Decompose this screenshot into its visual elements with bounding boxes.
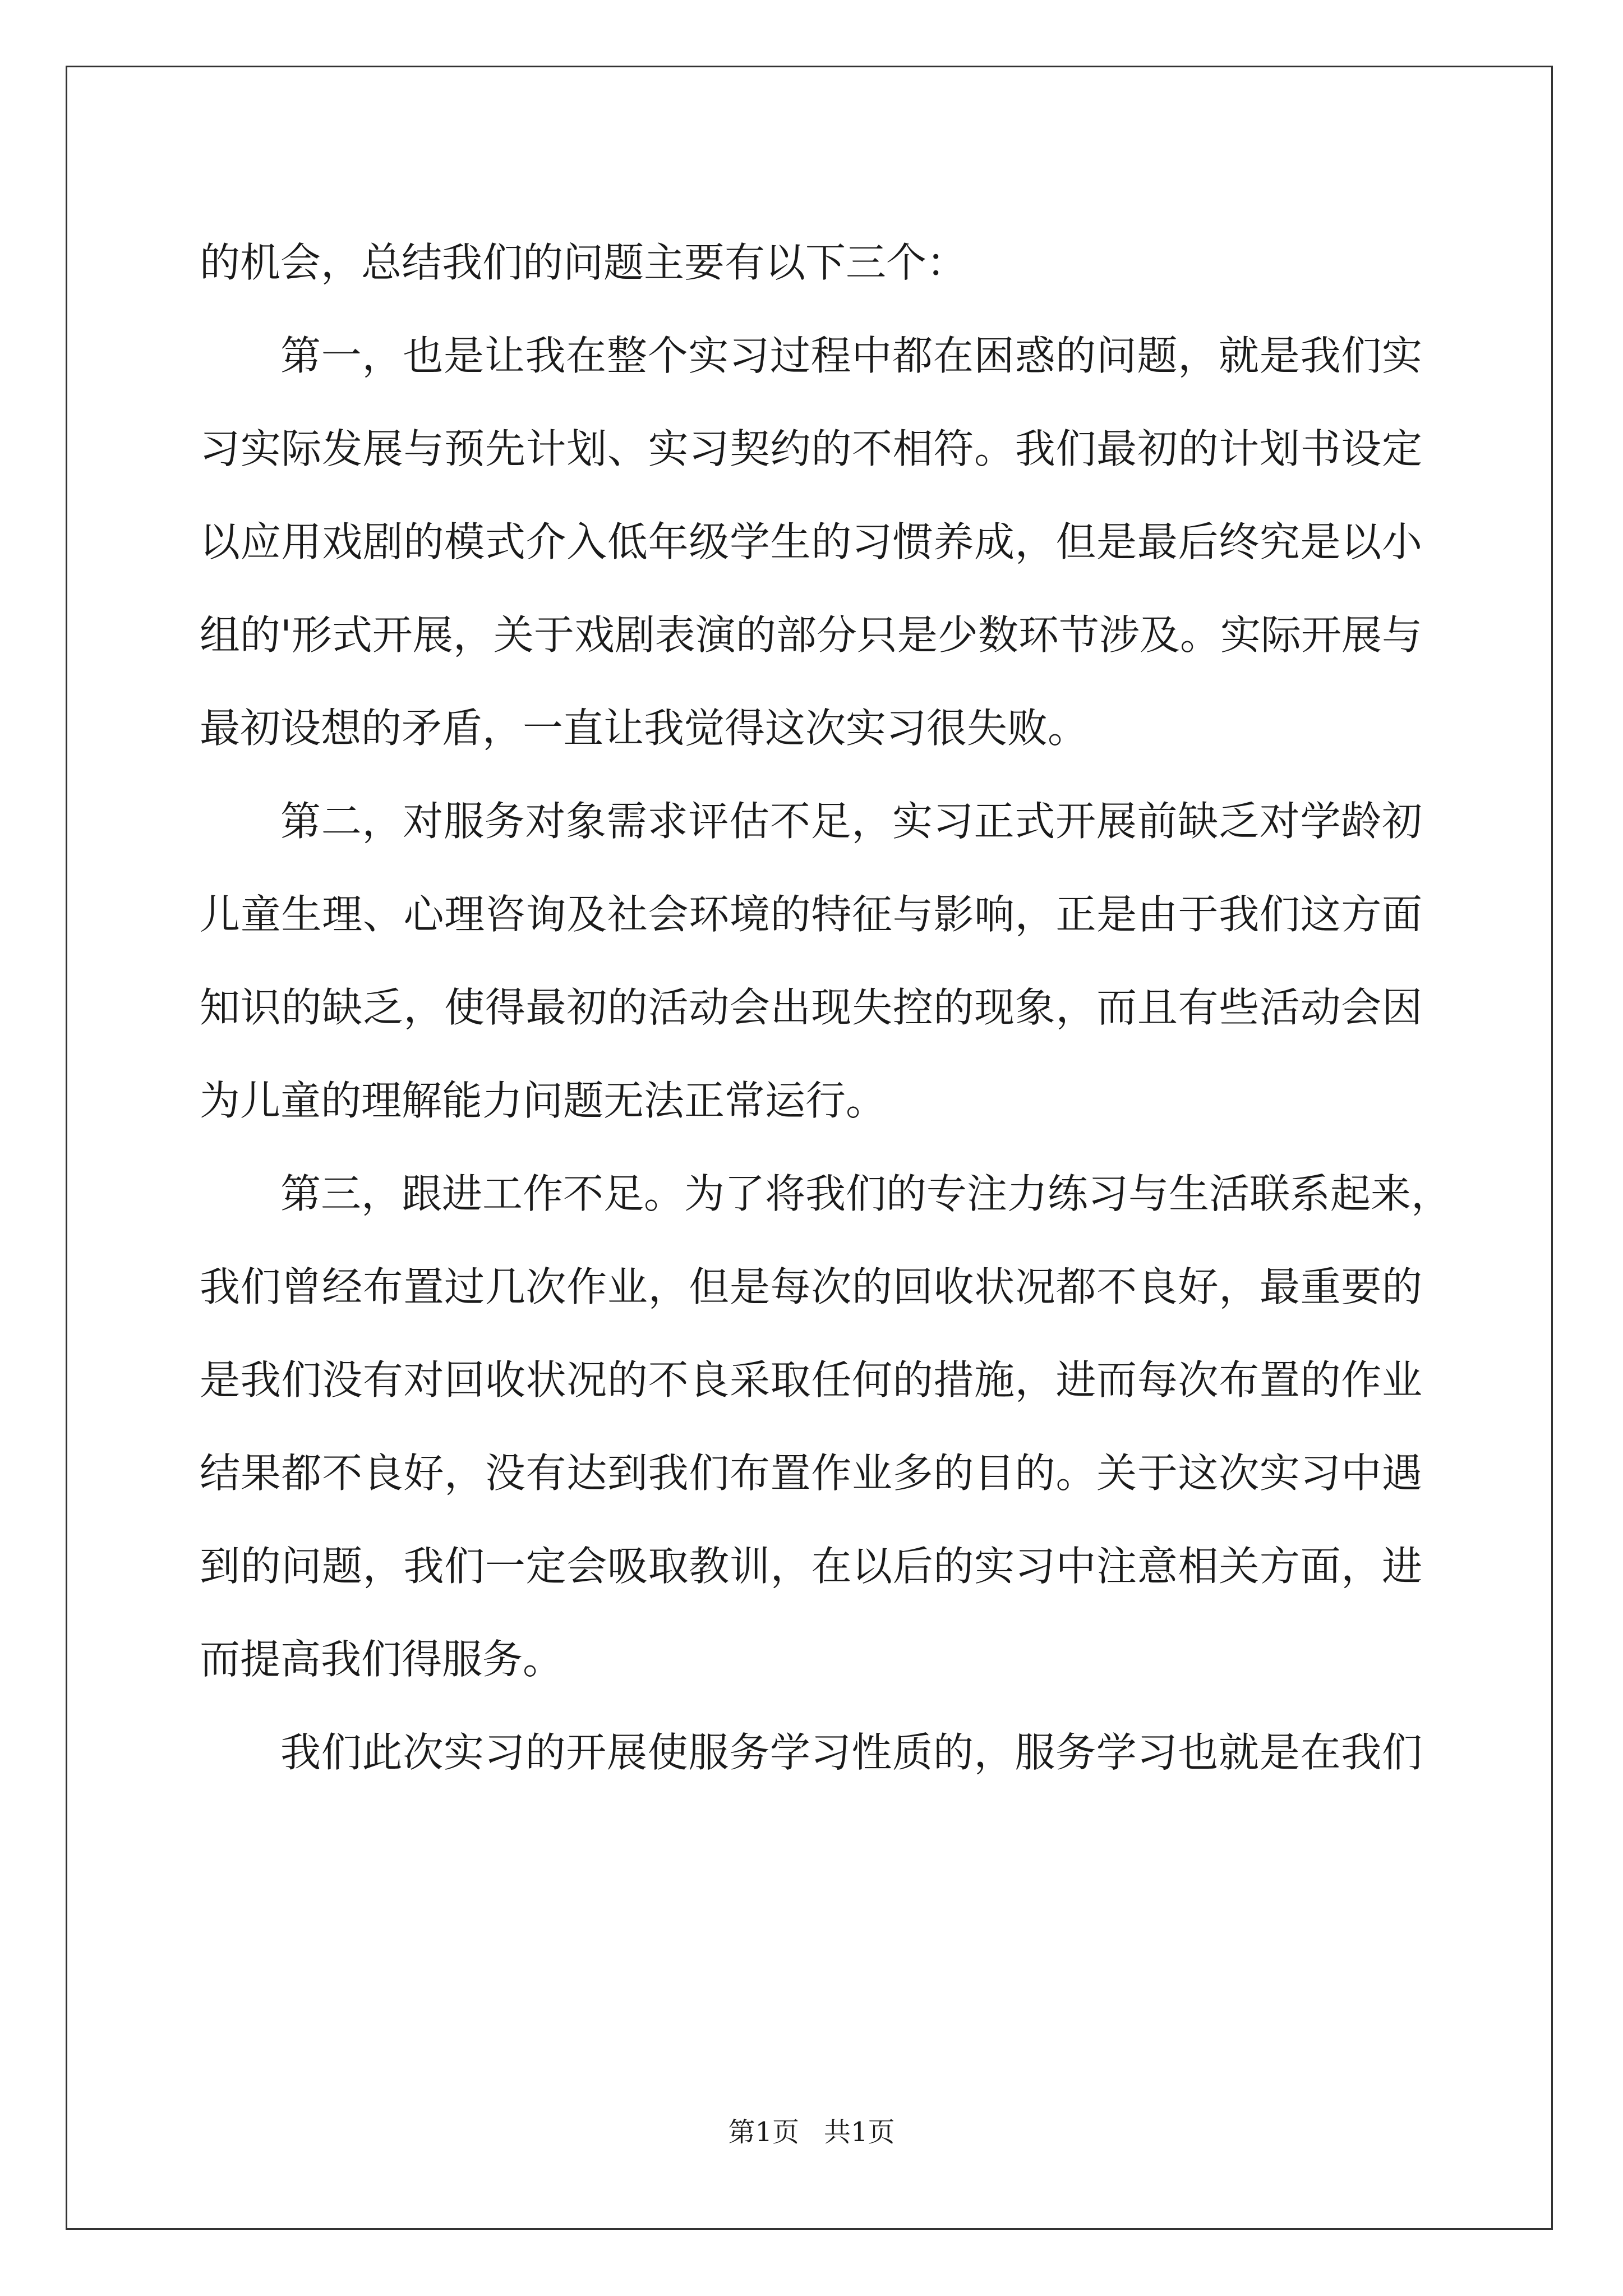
- text-line: 第一，也是让我在整个实习过程中都在困惑的问题，就是我们实: [280, 332, 1422, 379]
- text-line: 知识的缺乏，使得最初的活动会出现失控的现象，而且有些活动会因: [200, 984, 1422, 1031]
- text-line: 组的'形式开展，关于戏剧表演的部分只是少数环节涉及。实际开展与: [200, 611, 1422, 659]
- page-number-current: 第1页: [728, 2116, 799, 2148]
- text-line: 结果都不良好，没有达到我们布置作业多的目的。关于这次实习中遇: [200, 1450, 1422, 1497]
- text-line: 儿童生理、心理咨询及社会环境的特征与影响，正是由于我们这方面: [200, 891, 1422, 938]
- text-line: 我们此次实习的开展使服务学习性质的，服务学习也就是在我们: [280, 1729, 1422, 1776]
- text-line: 而提高我们得服务。: [200, 1636, 564, 1683]
- text-line: 到的问题，我们一定会吸取教训，在以后的实习中注意相关方面，进: [200, 1543, 1422, 1590]
- text-line: 的机会，总结我们的问题主要有以下三个：: [200, 239, 967, 286]
- text-line: 第二，对服务对象需求评估不足，实习正式开展前缺乏对学龄初: [280, 798, 1422, 845]
- text-line: 我们曾经布置过几次作业，但是每次的回收状况都不良好，最重要的: [200, 1263, 1422, 1310]
- page-footer: [0, 2110, 1623, 2149]
- text-line: 最初设想的矛盾，一直让我觉得这次实习很失败。: [200, 705, 1089, 752]
- text-line: 为儿童的理解能力问题无法正常运行。: [200, 1077, 887, 1124]
- page-number-total: 共1页: [824, 2116, 895, 2148]
- text-line: 是我们没有对回收状况的不良采取任何的措施，进而每次布置的作业: [200, 1356, 1422, 1404]
- text-line: 习实际发展与预先计划、实习契约的不相符。我们最初的计划书设定: [200, 425, 1422, 472]
- document-body: [200, 216, 1452, 1799]
- text-line: 第三，跟进工作不足。为了将我们的专注力练习与生活联系起来，: [280, 1170, 1452, 1217]
- text-line: 以应用戏剧的模式介入低年级学生的习惯养成，但是最后终究是以小: [200, 518, 1422, 565]
